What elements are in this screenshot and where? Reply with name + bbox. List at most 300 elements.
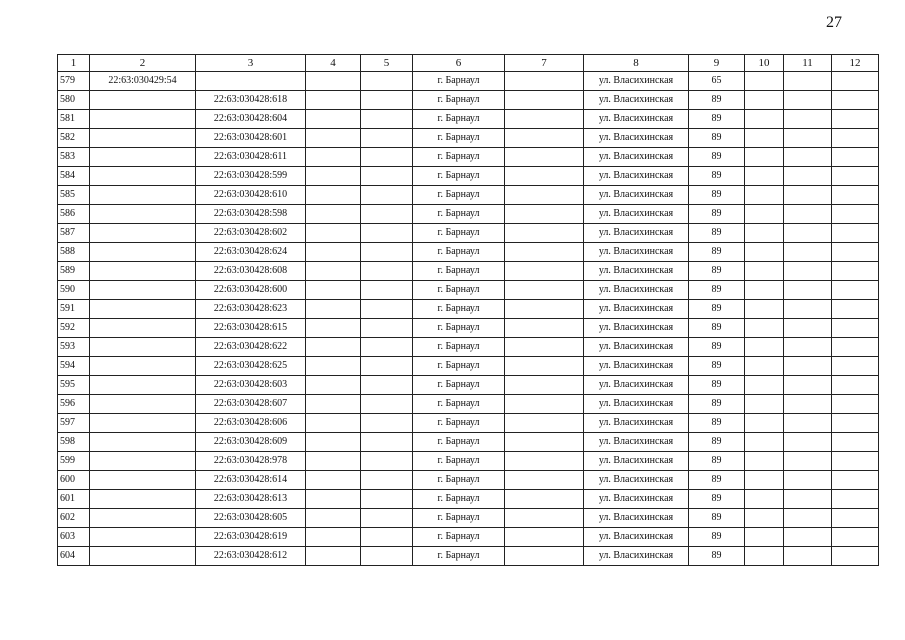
column-5-cell — [361, 110, 413, 129]
street-cell: ул. Власихинская — [584, 72, 689, 91]
row-number-cell: 595 — [58, 376, 90, 395]
column-4-cell — [306, 471, 361, 490]
column-4-cell — [306, 72, 361, 91]
column-11-cell — [784, 319, 832, 338]
table-row — [58, 91, 879, 110]
column-7-cell — [505, 186, 584, 205]
column-4-cell — [306, 243, 361, 262]
cadastral-number-cell — [90, 376, 196, 395]
table-row — [58, 224, 879, 243]
cadastral-number-cell: 22:63:030428:625 — [196, 357, 306, 376]
row-number-cell: 586 — [58, 205, 90, 224]
house-number-cell: 89 — [689, 205, 745, 224]
column-7-cell — [505, 110, 584, 129]
street-cell: ул. Власихинская — [584, 357, 689, 376]
street-cell: ул. Власихинская — [584, 376, 689, 395]
column-11-cell — [784, 224, 832, 243]
column-11-cell — [784, 490, 832, 509]
cadastral-number-cell — [90, 338, 196, 357]
street-cell: ул. Власихинская — [584, 300, 689, 319]
column-header: 4 — [306, 55, 361, 72]
column-4-cell — [306, 338, 361, 357]
column-11-cell — [784, 547, 832, 566]
column-4-cell — [306, 528, 361, 547]
column-4-cell — [306, 547, 361, 566]
house-number-cell: 65 — [689, 72, 745, 91]
row-number-cell: 600 — [58, 471, 90, 490]
city-cell: г. Барнаул — [413, 509, 505, 528]
column-12-cell — [832, 91, 879, 110]
street-cell: ул. Власихинская — [584, 547, 689, 566]
house-number-cell: 89 — [689, 471, 745, 490]
column-4-cell — [306, 395, 361, 414]
column-10-cell — [745, 110, 784, 129]
city-cell: г. Барнаул — [413, 186, 505, 205]
cadastral-number-cell: 22:63:030428:614 — [196, 471, 306, 490]
cadastral-number-cell — [90, 433, 196, 452]
column-10-cell — [745, 205, 784, 224]
column-12-cell — [832, 395, 879, 414]
column-11-cell — [784, 471, 832, 490]
column-11-cell — [784, 186, 832, 205]
row-number-cell: 589 — [58, 262, 90, 281]
table-row — [58, 395, 879, 414]
column-header: 5 — [361, 55, 413, 72]
city-cell: г. Барнаул — [413, 471, 505, 490]
cadastral-number-cell: 22:63:030428:622 — [196, 338, 306, 357]
column-10-cell — [745, 281, 784, 300]
row-number-cell: 581 — [58, 110, 90, 129]
cadastral-number-cell — [90, 490, 196, 509]
column-header: 11 — [784, 55, 832, 72]
column-7-cell — [505, 91, 584, 110]
city-cell: г. Барнаул — [413, 91, 505, 110]
cadastral-number-cell — [90, 509, 196, 528]
header-row — [58, 55, 879, 72]
city-cell: г. Барнаул — [413, 490, 505, 509]
row-number-cell: 588 — [58, 243, 90, 262]
column-12-cell — [832, 148, 879, 167]
city-cell: г. Барнаул — [413, 395, 505, 414]
cadastral-number-cell: 22:63:030428:602 — [196, 224, 306, 243]
column-7-cell — [505, 72, 584, 91]
house-number-cell: 89 — [689, 376, 745, 395]
cadastral-number-cell — [90, 205, 196, 224]
row-number-cell: 596 — [58, 395, 90, 414]
column-5-cell — [361, 414, 413, 433]
column-12-cell — [832, 357, 879, 376]
page-number: 27 — [826, 14, 842, 31]
column-5-cell — [361, 547, 413, 566]
column-5-cell — [361, 490, 413, 509]
column-11-cell — [784, 414, 832, 433]
column-7-cell — [505, 129, 584, 148]
column-12-cell — [832, 471, 879, 490]
house-number-cell: 89 — [689, 243, 745, 262]
table-row — [58, 490, 879, 509]
city-cell: г. Барнаул — [413, 110, 505, 129]
house-number-cell: 89 — [689, 547, 745, 566]
column-5-cell — [361, 148, 413, 167]
house-number-cell: 89 — [689, 281, 745, 300]
column-4-cell — [306, 319, 361, 338]
cadastral-number-cell — [90, 547, 196, 566]
street-cell: ул. Власихинская — [584, 528, 689, 547]
cadastral-number-cell — [90, 110, 196, 129]
street-cell: ул. Власихинская — [584, 186, 689, 205]
column-4-cell — [306, 376, 361, 395]
cadastral-number-cell: 22:63:030428:613 — [196, 490, 306, 509]
street-cell: ул. Власихинская — [584, 338, 689, 357]
cadastral-number-cell: 22:63:030428:624 — [196, 243, 306, 262]
column-4-cell — [306, 490, 361, 509]
column-10-cell — [745, 414, 784, 433]
column-10-cell — [745, 129, 784, 148]
column-7-cell — [505, 433, 584, 452]
column-12-cell — [832, 319, 879, 338]
column-header: 12 — [832, 55, 879, 72]
column-12-cell — [832, 300, 879, 319]
cadastral-number-cell — [90, 262, 196, 281]
cadastral-number-cell — [90, 471, 196, 490]
table-row — [58, 72, 879, 91]
city-cell: г. Барнаул — [413, 300, 505, 319]
column-5-cell — [361, 72, 413, 91]
column-7-cell — [505, 281, 584, 300]
table-row — [58, 262, 879, 281]
column-10-cell — [745, 262, 784, 281]
city-cell: г. Барнаул — [413, 243, 505, 262]
row-number-cell: 583 — [58, 148, 90, 167]
column-4-cell — [306, 129, 361, 148]
column-12-cell — [832, 243, 879, 262]
column-12-cell — [832, 338, 879, 357]
city-cell: г. Барнаул — [413, 414, 505, 433]
city-cell: г. Барнаул — [413, 262, 505, 281]
column-11-cell — [784, 148, 832, 167]
column-10-cell — [745, 72, 784, 91]
column-11-cell — [784, 129, 832, 148]
column-7-cell — [505, 414, 584, 433]
house-number-cell: 89 — [689, 148, 745, 167]
cadastral-number-cell — [90, 300, 196, 319]
street-cell: ул. Власихинская — [584, 167, 689, 186]
column-4-cell — [306, 167, 361, 186]
column-7-cell — [505, 224, 584, 243]
table-row — [58, 414, 879, 433]
column-4-cell — [306, 262, 361, 281]
house-number-cell: 89 — [689, 509, 745, 528]
column-header: 2 — [90, 55, 196, 72]
street-cell: ул. Власихинская — [584, 395, 689, 414]
column-11-cell — [784, 357, 832, 376]
city-cell: г. Барнаул — [413, 319, 505, 338]
city-cell: г. Барнаул — [413, 167, 505, 186]
column-10-cell — [745, 490, 784, 509]
city-cell: г. Барнаул — [413, 547, 505, 566]
column-4-cell — [306, 509, 361, 528]
column-10-cell — [745, 186, 784, 205]
column-7-cell — [505, 243, 584, 262]
cadastral-number-cell: 22:63:030428:612 — [196, 547, 306, 566]
column-5-cell — [361, 205, 413, 224]
house-number-cell: 89 — [689, 300, 745, 319]
column-11-cell — [784, 376, 832, 395]
cadastral-number-cell: 22:63:030428:599 — [196, 167, 306, 186]
table-body — [58, 72, 879, 566]
column-10-cell — [745, 471, 784, 490]
column-7-cell — [505, 167, 584, 186]
cadastral-number-cell — [90, 452, 196, 471]
column-12-cell — [832, 224, 879, 243]
city-cell: г. Барнаул — [413, 281, 505, 300]
street-cell: ул. Власихинская — [584, 414, 689, 433]
column-12-cell — [832, 281, 879, 300]
column-11-cell — [784, 452, 832, 471]
street-cell: ул. Власихинская — [584, 433, 689, 452]
street-cell: ул. Власихинская — [584, 224, 689, 243]
column-12-cell — [832, 528, 879, 547]
column-5-cell — [361, 167, 413, 186]
cadastral-number-cell: 22:63:030429:54 — [90, 72, 196, 91]
column-7-cell — [505, 376, 584, 395]
cadastral-number-cell: 22:63:030428:623 — [196, 300, 306, 319]
column-5-cell — [361, 433, 413, 452]
column-10-cell — [745, 528, 784, 547]
column-10-cell — [745, 376, 784, 395]
cadastral-number-cell — [90, 91, 196, 110]
row-number-cell: 593 — [58, 338, 90, 357]
cadastral-number-cell: 22:63:030428:603 — [196, 376, 306, 395]
cadastral-number-cell — [90, 414, 196, 433]
register-table — [57, 54, 879, 566]
house-number-cell: 89 — [689, 433, 745, 452]
column-10-cell — [745, 319, 784, 338]
column-11-cell — [784, 509, 832, 528]
column-5-cell — [361, 300, 413, 319]
row-number-cell: 602 — [58, 509, 90, 528]
column-12-cell — [832, 129, 879, 148]
column-12-cell — [832, 110, 879, 129]
column-header: 1 — [58, 55, 90, 72]
column-7-cell — [505, 471, 584, 490]
row-number-cell: 587 — [58, 224, 90, 243]
row-number-cell: 579 — [58, 72, 90, 91]
column-5-cell — [361, 129, 413, 148]
cadastral-number-cell — [90, 395, 196, 414]
column-7-cell — [505, 357, 584, 376]
street-cell: ул. Власихинская — [584, 262, 689, 281]
column-10-cell — [745, 357, 784, 376]
column-5-cell — [361, 224, 413, 243]
row-number-cell: 590 — [58, 281, 90, 300]
cadastral-number-cell — [90, 319, 196, 338]
street-cell: ул. Власихинская — [584, 243, 689, 262]
column-10-cell — [745, 91, 784, 110]
column-7-cell — [505, 528, 584, 547]
column-10-cell — [745, 300, 784, 319]
cadastral-number-cell — [90, 129, 196, 148]
column-7-cell — [505, 509, 584, 528]
row-number-cell: 604 — [58, 547, 90, 566]
column-4-cell — [306, 110, 361, 129]
cadastral-number-cell: 22:63:030428:608 — [196, 262, 306, 281]
row-number-cell: 603 — [58, 528, 90, 547]
column-7-cell — [505, 547, 584, 566]
column-7-cell — [505, 148, 584, 167]
table-row — [58, 509, 879, 528]
cadastral-number-cell: 22:63:030428:606 — [196, 414, 306, 433]
row-number-cell: 580 — [58, 91, 90, 110]
table-row — [58, 243, 879, 262]
column-5-cell — [361, 395, 413, 414]
table-row — [58, 110, 879, 129]
column-header: 10 — [745, 55, 784, 72]
table-row — [58, 338, 879, 357]
city-cell: г. Барнаул — [413, 433, 505, 452]
cadastral-number-cell — [90, 224, 196, 243]
column-10-cell — [745, 243, 784, 262]
house-number-cell: 89 — [689, 414, 745, 433]
street-cell: ул. Власихинская — [584, 110, 689, 129]
column-12-cell — [832, 167, 879, 186]
row-number-cell: 585 — [58, 186, 90, 205]
column-5-cell — [361, 509, 413, 528]
column-4-cell — [306, 224, 361, 243]
row-number-cell: 592 — [58, 319, 90, 338]
column-11-cell — [784, 110, 832, 129]
cadastral-number-cell — [90, 148, 196, 167]
column-5-cell — [361, 319, 413, 338]
street-cell: ул. Власихинская — [584, 319, 689, 338]
column-12-cell — [832, 262, 879, 281]
table-row — [58, 547, 879, 566]
column-5-cell — [361, 262, 413, 281]
column-7-cell — [505, 338, 584, 357]
street-cell: ул. Власихинская — [584, 205, 689, 224]
column-7-cell — [505, 205, 584, 224]
column-10-cell — [745, 338, 784, 357]
table-row — [58, 129, 879, 148]
column-4-cell — [306, 205, 361, 224]
column-11-cell — [784, 338, 832, 357]
city-cell: г. Барнаул — [413, 205, 505, 224]
column-5-cell — [361, 452, 413, 471]
city-cell: г. Барнаул — [413, 224, 505, 243]
column-header: 7 — [505, 55, 584, 72]
house-number-cell: 89 — [689, 395, 745, 414]
column-10-cell — [745, 452, 784, 471]
column-11-cell — [784, 243, 832, 262]
column-12-cell — [832, 452, 879, 471]
column-5-cell — [361, 376, 413, 395]
street-cell: ул. Власихинская — [584, 490, 689, 509]
city-cell: г. Барнаул — [413, 528, 505, 547]
table-row — [58, 186, 879, 205]
column-11-cell — [784, 300, 832, 319]
city-cell: г. Барнаул — [413, 338, 505, 357]
column-12-cell — [832, 72, 879, 91]
table-row — [58, 471, 879, 490]
cadastral-number-cell: 22:63:030428:615 — [196, 319, 306, 338]
column-12-cell — [832, 509, 879, 528]
street-cell: ул. Власихинская — [584, 509, 689, 528]
house-number-cell: 89 — [689, 110, 745, 129]
column-4-cell — [306, 452, 361, 471]
table-row — [58, 300, 879, 319]
column-11-cell — [784, 167, 832, 186]
column-7-cell — [505, 319, 584, 338]
column-4-cell — [306, 91, 361, 110]
cadastral-number-cell: 22:63:030428:609 — [196, 433, 306, 452]
column-5-cell — [361, 243, 413, 262]
column-11-cell — [784, 262, 832, 281]
column-11-cell — [784, 395, 832, 414]
column-12-cell — [832, 547, 879, 566]
row-number-cell: 597 — [58, 414, 90, 433]
column-4-cell — [306, 186, 361, 205]
table-row — [58, 528, 879, 547]
column-10-cell — [745, 167, 784, 186]
column-12-cell — [832, 433, 879, 452]
column-12-cell — [832, 186, 879, 205]
street-cell: ул. Власихинская — [584, 129, 689, 148]
table-row — [58, 376, 879, 395]
street-cell: ул. Власихинская — [584, 148, 689, 167]
column-4-cell — [306, 357, 361, 376]
column-7-cell — [505, 300, 584, 319]
table-row — [58, 357, 879, 376]
city-cell: г. Барнаул — [413, 357, 505, 376]
cadastral-number-cell — [90, 281, 196, 300]
street-cell: ул. Власихинская — [584, 281, 689, 300]
column-5-cell — [361, 357, 413, 376]
row-number-cell: 599 — [58, 452, 90, 471]
cadastral-number-cell — [90, 528, 196, 547]
column-11-cell — [784, 528, 832, 547]
column-5-cell — [361, 91, 413, 110]
column-header: 8 — [584, 55, 689, 72]
column-7-cell — [505, 490, 584, 509]
cadastral-number-cell: 22:63:030428:619 — [196, 528, 306, 547]
column-11-cell — [784, 205, 832, 224]
column-11-cell — [784, 91, 832, 110]
street-cell: ул. Власихинская — [584, 91, 689, 110]
row-number-cell: 591 — [58, 300, 90, 319]
house-number-cell: 89 — [689, 91, 745, 110]
house-number-cell: 89 — [689, 452, 745, 471]
column-10-cell — [745, 224, 784, 243]
cadastral-number-cell: 22:63:030428:618 — [196, 91, 306, 110]
house-number-cell: 89 — [689, 224, 745, 243]
column-5-cell — [361, 281, 413, 300]
column-12-cell — [832, 490, 879, 509]
street-cell: ул. Власихинская — [584, 471, 689, 490]
city-cell: г. Барнаул — [413, 452, 505, 471]
city-cell: г. Барнаул — [413, 376, 505, 395]
cadastral-number-cell — [90, 243, 196, 262]
cadastral-number-cell — [196, 72, 306, 91]
column-10-cell — [745, 148, 784, 167]
column-12-cell — [832, 376, 879, 395]
cadastral-number-cell: 22:63:030428:978 — [196, 452, 306, 471]
house-number-cell: 89 — [689, 129, 745, 148]
column-10-cell — [745, 433, 784, 452]
column-7-cell — [505, 395, 584, 414]
column-header: 3 — [196, 55, 306, 72]
column-10-cell — [745, 395, 784, 414]
row-number-cell: 601 — [58, 490, 90, 509]
